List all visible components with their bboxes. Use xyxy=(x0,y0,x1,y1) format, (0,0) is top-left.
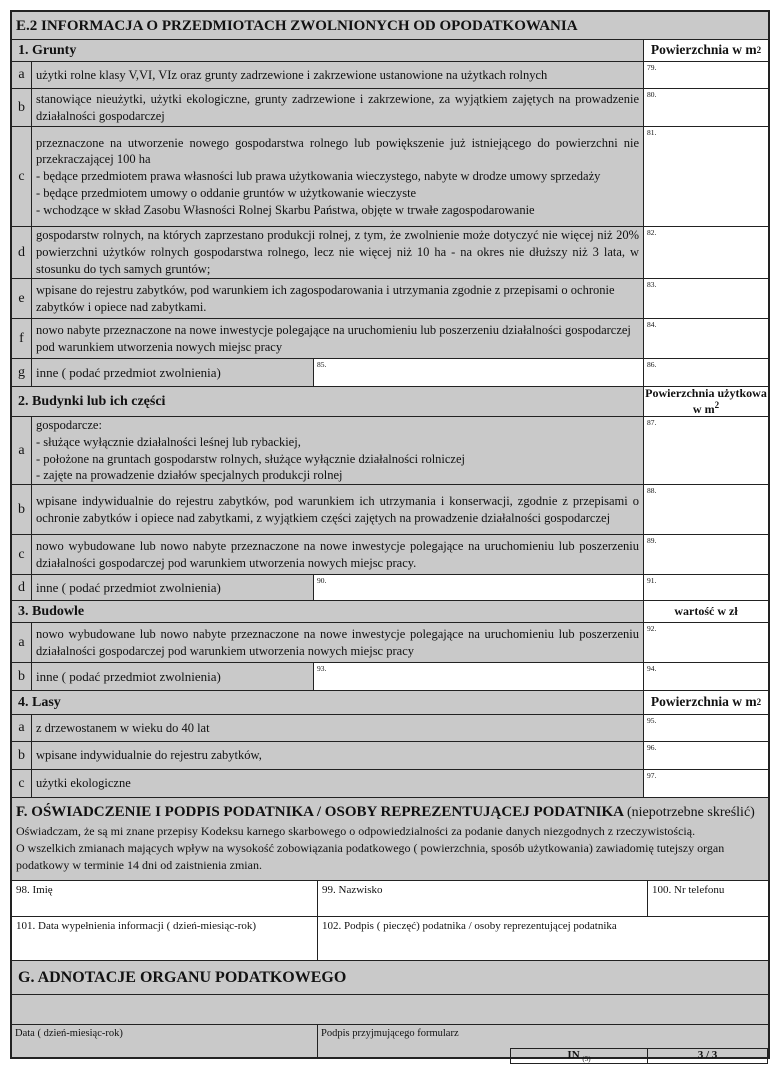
field-91[interactable]: 91. xyxy=(644,575,768,600)
row-letter: a xyxy=(12,715,32,741)
budowle-row-b xyxy=(12,663,768,691)
row-letter: d xyxy=(12,227,32,278)
grunty-header xyxy=(12,40,768,62)
grunty-row-a xyxy=(12,62,768,89)
field-92[interactable]: 92. xyxy=(644,623,768,662)
row-description: inne ( podać przedmiot zwolnienia) xyxy=(32,575,314,600)
row-description: inne ( podać przedmiot zwolnienia) xyxy=(32,359,314,386)
budynki-row-c xyxy=(12,535,768,575)
row-description: wpisane do rejestru zabytków, pod warunkiem ich zagospodarowania i utrzymania zgodnie z przepisami o ochronie zabytków i opiece nad zabytkami. xyxy=(32,279,644,318)
row-letter: b xyxy=(12,663,32,690)
lasy-row-b xyxy=(12,742,768,770)
section-f xyxy=(12,798,768,881)
grunty-row-f xyxy=(12,319,768,359)
budynki-row-b xyxy=(12,485,768,535)
row-description: wpisane indywidualnie do rejestru zabytków, pod warunkiem ich utrzymania i konserwacji, zgodnie z przepisami o ochronie zabytków i opiece nad zabytkami, z wyjątkiem części zajętych na prowadzenie działalności gospodarczej xyxy=(32,485,644,534)
grunty-title: 1. Grunty xyxy=(12,40,644,61)
row-letter: e xyxy=(12,279,32,318)
field-93[interactable]: 93. xyxy=(314,663,644,690)
row-letter: d xyxy=(12,575,32,600)
field-96[interactable]: 96. xyxy=(644,742,768,769)
row-description: z drzewostanem w wieku do 40 lat xyxy=(32,715,644,741)
grunty-row-d xyxy=(12,227,768,279)
field-81[interactable]: 81. xyxy=(644,127,768,226)
section-e2-title: E.2 INFORMACJA O PRZEDMIOTACH ZWOLNIONYCH OD OPODATKOWANIA xyxy=(12,12,768,40)
field-94[interactable]: 94. xyxy=(644,663,768,690)
row-letter: a xyxy=(12,62,32,88)
budynki-row-d xyxy=(12,575,768,601)
last-name-field[interactable]: 99. Nazwisko xyxy=(318,881,648,916)
row-description: nowo wybudowane lub nowo nabyte przeznaczone na nowe inwestycje polegające na uruchomieniu lub poszerzeniu działalności gospodarczej pod warunkiem utworzenia nowych miejsc pracy xyxy=(32,623,644,662)
row-description: przeznaczone na utworzenie nowego gospodarstwa rolnego lub powiększenie już istniejącego do powierzchni nie przekraczającej 100 ha - będące przedmiotem prawa własności lub prawa użytkowania wieczystego, nabyte w drodze umowy sprzedaży - będące przedmiotem umowy o oddanie gruntów w użytkowanie wieczyste - wchodzące w skład Zasobu Własności Rolnej Skarbu Państwa, objęte w trwałe zagospodarowanie xyxy=(32,127,644,226)
field-80[interactable]: 80. xyxy=(644,89,768,126)
budynki-header xyxy=(12,387,768,417)
row-letter: c xyxy=(12,770,32,797)
section-f-title: F. OŚWIADCZENIE I PODPIS PODATNIKA / OSOBY REPREZENTUJĄCEJ PODATNIKA (niepotrzebne skreślić) xyxy=(16,804,755,820)
phone-field[interactable]: 100. Nr telefonu xyxy=(652,884,725,897)
budowle-header xyxy=(12,601,768,623)
page-footer xyxy=(510,1048,768,1064)
g-date-field[interactable]: Data ( dzień-miesiąc-rok) xyxy=(12,1025,318,1057)
first-name-field[interactable]: 98. Imię xyxy=(12,881,318,916)
budynki-unit: Powierzchnia użytkowa w $m^2$ xyxy=(645,386,767,416)
budowle-title: 3. Budowle xyxy=(12,601,644,622)
field-89[interactable]: 89. xyxy=(644,535,768,574)
lasy-row-a xyxy=(12,715,768,742)
budowle-unit: wartość w zł xyxy=(644,601,768,622)
f-sign-row xyxy=(12,917,768,961)
row-description: nowo wybudowane lub nowo nabyte przeznaczone na nowe inwestycje polegające na uruchomieniu lub poszerzeniu działalności gospodarczej pod warunkiem utworzenia nowych miejsc pracy. xyxy=(32,535,644,574)
row-letter: b xyxy=(12,485,32,534)
row-description: stanowiące nieużytki, użytki ekologiczne, grunty zadrzewione i zakrzewione, za wyjątkiem zajętych na prowadzenie działalności gospodarczej xyxy=(32,89,644,126)
field-90[interactable]: 90. xyxy=(314,575,644,600)
row-description: gospodarcze: - służące wyłącznie działalności leśnej lub rybackiej, - położone na gruntach gospodarstw rolnych, służące wyłącznie działalności rolniczej - zajęte na prowadzenie działów specjalnych produkcji rolnej xyxy=(32,417,644,484)
grunty-row-b xyxy=(12,89,768,127)
row-letter: b xyxy=(12,742,32,769)
row-letter: f xyxy=(12,319,32,358)
row-description: nowo nabyte przeznaczone na nowe inwestycje polegające na uruchomieniu lub poszerzeniu działalności gospodarczej pod warunkiem utworzenia nowych miejsc pracy xyxy=(32,319,644,358)
field-85[interactable]: 85. xyxy=(314,359,644,386)
row-letter: b xyxy=(12,89,32,126)
row-letter: c xyxy=(12,127,32,226)
lasy-header xyxy=(12,691,768,715)
grunty-row-c xyxy=(12,127,768,227)
date-filled-field[interactable]: 101. Data wypełnienia informacji ( dzień-miesiąc-rok) xyxy=(12,917,318,960)
field-83[interactable]: 83. xyxy=(644,279,768,318)
page-number: 3 / 3 xyxy=(697,1049,718,1061)
declaration-text-1: Oświadczam, że są mi znane przepisy Kodeksu karnego skarbowego o odpowiedzialności za podanie danych niezgodnych z rzeczywistością. xyxy=(16,824,696,839)
field-87[interactable]: 87. xyxy=(644,417,768,484)
grunty-row-e xyxy=(12,279,768,319)
g-signature-field[interactable]: Podpis przyjmującego formularz xyxy=(321,1028,459,1040)
grunty-unit: Powierzchnia w m 2 xyxy=(644,40,768,61)
row-description: wpisane indywidualnie do rejestru zabytków, xyxy=(32,742,644,769)
budynki-title: 2. Budynki lub ich części xyxy=(12,387,644,416)
field-97[interactable]: 97. xyxy=(644,770,768,797)
declaration-text-2: O wszelkich zmianach mających wpływ na wysokość zobowiązania podatkowego ( powierzchnia, sposób użytkowania) zawiadomię tutejszy organ podatkowy w terminie 14 dni od zaistnienia zmian. xyxy=(16,841,725,873)
field-86[interactable]: 86. xyxy=(644,359,768,386)
field-82[interactable]: 82. xyxy=(644,227,768,278)
field-88[interactable]: 88. xyxy=(644,485,768,534)
section-g-title: G. ADNOTACJE ORGANU PODATKOWEGO xyxy=(12,961,768,995)
lasy-unit: Powierzchnia w m 2 xyxy=(644,691,768,714)
budowle-row-a xyxy=(12,623,768,663)
row-letter: a xyxy=(12,623,32,662)
f-names-row xyxy=(12,881,768,917)
lasy-title: 4. Lasy xyxy=(12,691,644,714)
form-code: IN $_{(5)}$ xyxy=(511,1049,648,1063)
grunty-row-g xyxy=(12,359,768,387)
row-description: użytki ekologiczne xyxy=(32,770,644,797)
row-description: użytki rolne klasy V,VI, VIz oraz grunty zadrzewione i zakrzewione ustanowione na użytkach rolnych xyxy=(32,62,644,88)
field-84[interactable]: 84. xyxy=(644,319,768,358)
section-g-notes[interactable] xyxy=(12,995,768,1025)
row-description: inne ( podać przedmiot zwolnienia) xyxy=(32,663,314,690)
lasy-row-c xyxy=(12,770,768,798)
field-79[interactable]: 79. xyxy=(644,62,768,88)
field-95[interactable]: 95. xyxy=(644,715,768,741)
budynki-row-a xyxy=(12,417,768,485)
row-description: gospodarstw rolnych, na których zaprzestano produkcji rolnej, z tym, że zwolnienie może dotyczyć nie więcej niż 20% powierzchni użytków rolnych gospodarstwa rolnego, lecz nie więcej niż 10 ha - na okres nie dłuższy niż 3 lata, w stosunku do tych samych gruntów; xyxy=(32,227,644,278)
row-letter: a xyxy=(12,417,32,484)
tax-form xyxy=(10,10,770,1059)
row-letter: c xyxy=(12,535,32,574)
signature-field[interactable]: 102. Podpis ( pieczęć) podatnika / osoby reprezentującej podatnika xyxy=(322,920,617,933)
row-letter: g xyxy=(12,359,32,386)
